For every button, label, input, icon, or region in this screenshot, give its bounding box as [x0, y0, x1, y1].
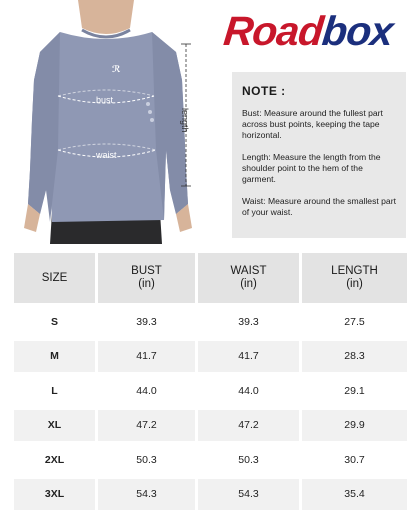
note-bust: Bust: Measure around the fullest part across bust points, keeping the tape horizontal.: [242, 108, 383, 140]
table-row: [14, 407, 407, 442]
waist-cell: 50.3: [198, 441, 302, 476]
waist-cell: 39.3: [198, 303, 302, 338]
svg-text:ℛ: ℛ: [112, 65, 121, 75]
length-cell: 29.9: [302, 407, 407, 442]
size-cell: XL: [14, 407, 98, 442]
size-cell: M: [14, 338, 98, 373]
length-cell: 27.5: [302, 303, 407, 338]
bust-cell: 47.2: [98, 407, 198, 442]
size-cell: 2XL: [14, 441, 98, 476]
waist-cell: 54.3: [198, 476, 302, 511]
length-cell: 35.4: [302, 476, 407, 511]
bust-cell: 39.3: [98, 303, 198, 338]
waist-cell: 41.7: [198, 338, 302, 373]
table-row: [14, 476, 407, 511]
table-row: [14, 338, 407, 373]
table-row: [14, 303, 407, 338]
bust-cell: 50.3: [98, 441, 198, 476]
length-cell: 30.7: [302, 441, 407, 476]
measurement-note: [232, 72, 406, 238]
note-length: Length: Measure the length from the shoulder point to the hem of the garment.: [242, 152, 381, 184]
bust-cell: 44.0: [98, 372, 198, 407]
header-length: LENGTH (in): [302, 253, 407, 303]
size-cell: L: [14, 372, 98, 407]
logo-text-box: box: [320, 8, 395, 54]
waist-label: waist: [96, 150, 117, 160]
table-row: [14, 372, 407, 407]
logo-text-road: Road: [221, 8, 325, 54]
bust-cell: 54.3: [98, 476, 198, 511]
brand-logo: [222, 8, 413, 54]
length-label: length: [180, 108, 190, 133]
note-title: NOTE :: [242, 84, 286, 98]
size-chart-table: [14, 253, 407, 510]
bust-cell: 41.7: [98, 338, 198, 373]
header-waist: WAIST (in): [198, 253, 302, 303]
table-row: [14, 441, 407, 476]
header-size: SIZE: [14, 253, 98, 303]
header-bust: BUST (in): [98, 253, 198, 303]
table-header-row: [14, 253, 407, 303]
length-cell: 29.1: [302, 372, 407, 407]
size-cell: 3XL: [14, 476, 98, 511]
waist-cell: 44.0: [198, 372, 302, 407]
note-waist: Waist: Measure around the smallest part of your waist.: [242, 196, 396, 217]
product-photo: [0, 0, 222, 244]
waist-cell: 47.2: [198, 407, 302, 442]
length-cell: 28.3: [302, 338, 407, 373]
bust-label: bust: [96, 95, 114, 105]
size-cell: S: [14, 303, 98, 338]
